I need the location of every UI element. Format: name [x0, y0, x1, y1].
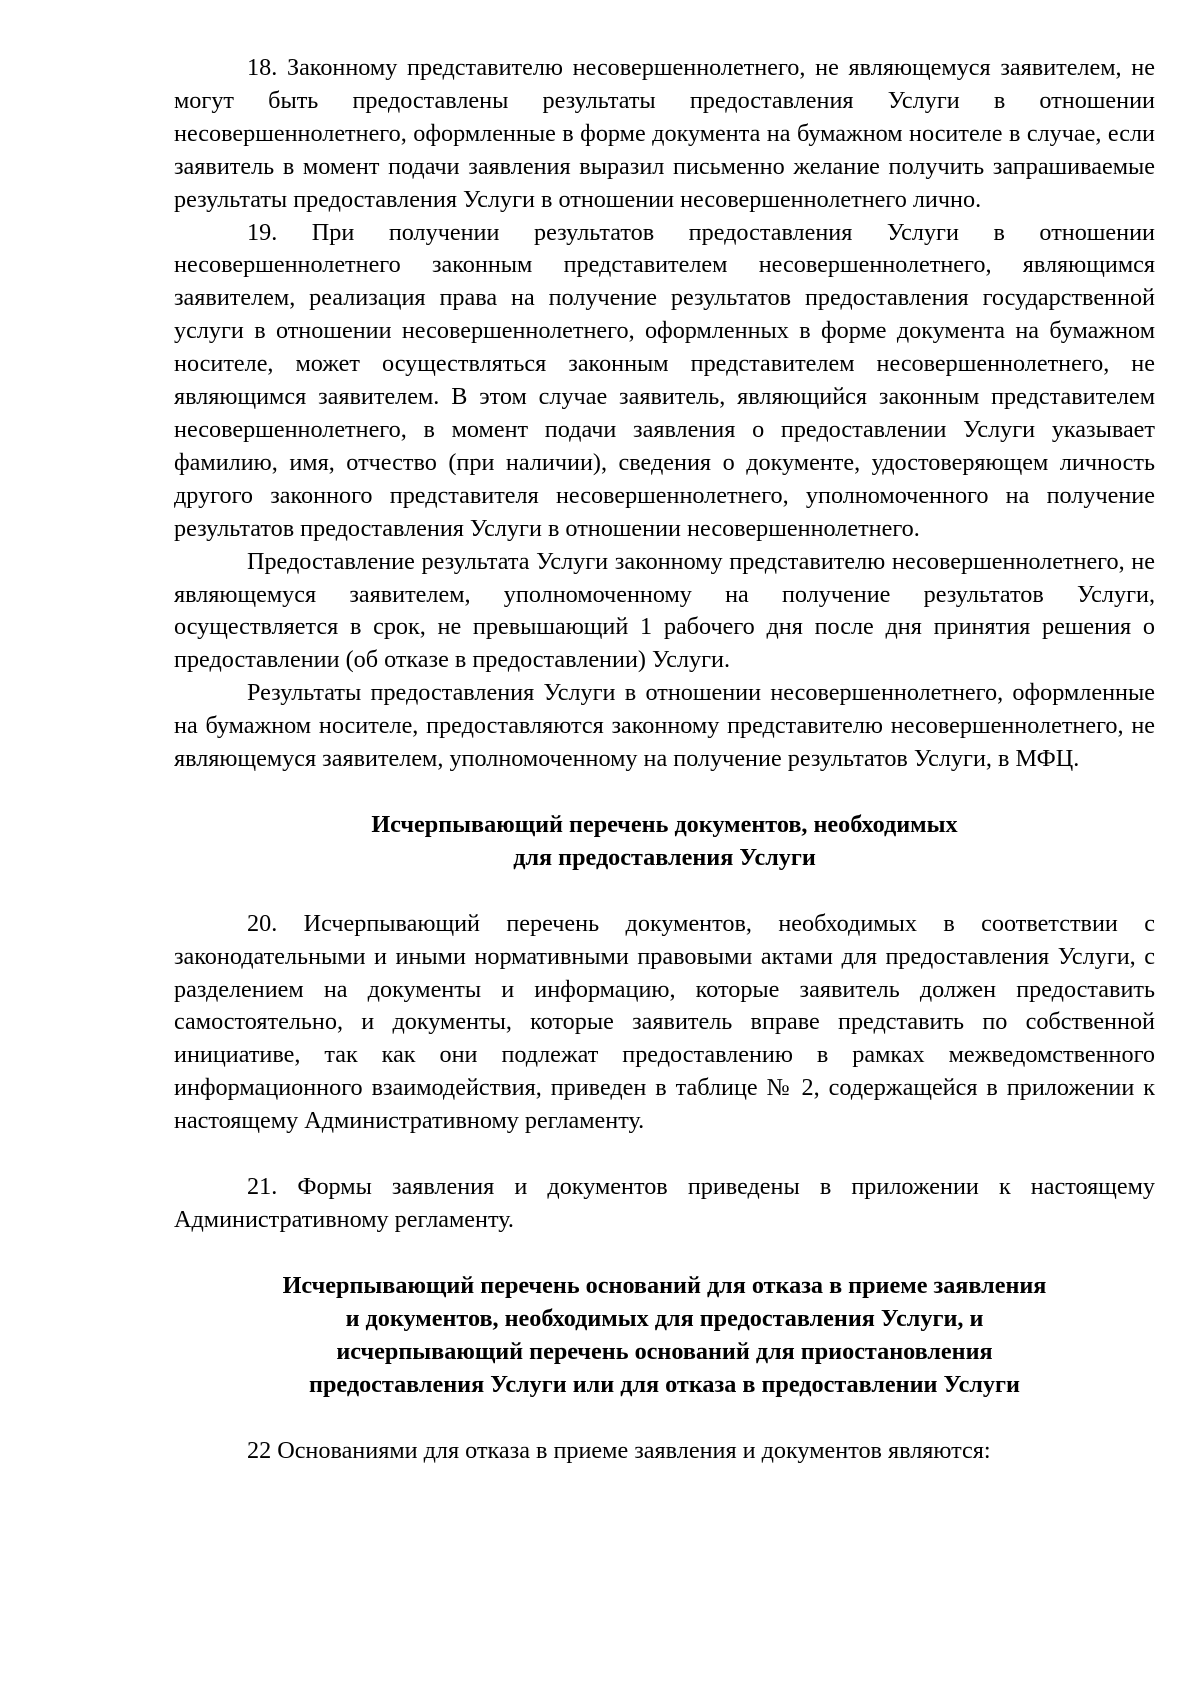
- section-heading-documents: [174, 809, 1155, 875]
- spacer: [174, 1138, 1155, 1171]
- paragraph-21: 21. Формы заявления и документов приведены в приложении к настоящему Административному регламенту.: [174, 1173, 1155, 1233]
- paragraph-19-results: Результаты предоставления Услуги в отношении несовершеннолетнего, оформленные на бумажном носителе, предоставляются законному представителю несовершеннолетнего, не являющемуся заявителем, уполномоченному на получение результатов Услуги, в МФЦ.: [174, 679, 1155, 773]
- spacer: [174, 1402, 1155, 1435]
- section-heading-refusal-grounds: [174, 1270, 1155, 1402]
- paragraph-18: 18. Законному представителю несовершеннолетнего, не являющемуся заявителем, не могут быть предоставлены результаты предоставления Услуги в отношении несовершеннолетнего, оформленные в форме документа на бумажном носителе в случае, если заявитель в момент подачи заявления выразил письменно желание получить запрашиваемые результаты предоставления Услуги в отношении несовершеннолетнего лично.: [174, 54, 1155, 213]
- paragraph-19: 19. При получении результатов предоставления Услуги в отношении несовершеннолетнего законным представителем несовершеннолетнего, являющимся заявителем, реализация права на получение результатов предоставления государственной услуги в отношении несовершеннолетнего, оформленных в форме документа на бумажном носителе, может осуществляться законным представителем несовершеннолетнего, не являющимся заявителем. В этом случае заявитель, являющийся законным представителем несовершеннолетнего, в момент подачи заявления о предоставлении Услуги указывает фамилию, имя, отчество (при наличии), сведения о документе, удостоверяющем личность другого законного представителя несовершеннолетнего, уполномоченного на получение результатов предоставления Услуги в отношении несовершеннолетнего.: [174, 218, 1155, 542]
- paragraph-20: 20. Исчерпывающий перечень документов, необходимых в соответствии с законодательными и иными нормативными правовыми актами для предоставления Услуги, с разделением на документы и информацию, которые заявитель должен предоставить самостоятельно, и документы, которые заявитель вправе представить по собственной инициативе, так как они подлежат предоставлению в рамках межведомственного информационного взаимодействия, приведен в таблице № 2, содержащейся в приложении к настоящему Административному регламенту.: [174, 909, 1155, 1135]
- document-page: [174, 52, 1155, 1467]
- spacer: [174, 875, 1155, 908]
- paragraph-19-delivery: Предоставление результата Услуги законному представителю несовершеннолетнего, не являющемуся заявителем, уполномоченному на получение результатов Услуги, осуществляется в срок, не превышающий 1 рабочего дня после дня принятия решения о предоставлении (об отказе в предоставлении) Услуги.: [174, 547, 1155, 674]
- heading-line: исчерпывающий перечень оснований для приостановления: [336, 1337, 993, 1365]
- spacer: [174, 776, 1155, 809]
- heading-line: для предоставления Услуги: [513, 843, 816, 871]
- spacer: [174, 1237, 1155, 1270]
- paragraph-22: 22 Основаниями для отказа в приеме заявления и документов являются:: [247, 1436, 991, 1464]
- heading-line: предоставления Услуги или для отказа в предоставлении Услуги: [309, 1370, 1020, 1398]
- heading-line: Исчерпывающий перечень документов, необходимых: [371, 810, 958, 838]
- heading-line: Исчерпывающий перечень оснований для отказа в приеме заявления: [282, 1271, 1047, 1299]
- heading-line: и документов, необходимых для предоставления Услуги, и: [345, 1304, 984, 1332]
